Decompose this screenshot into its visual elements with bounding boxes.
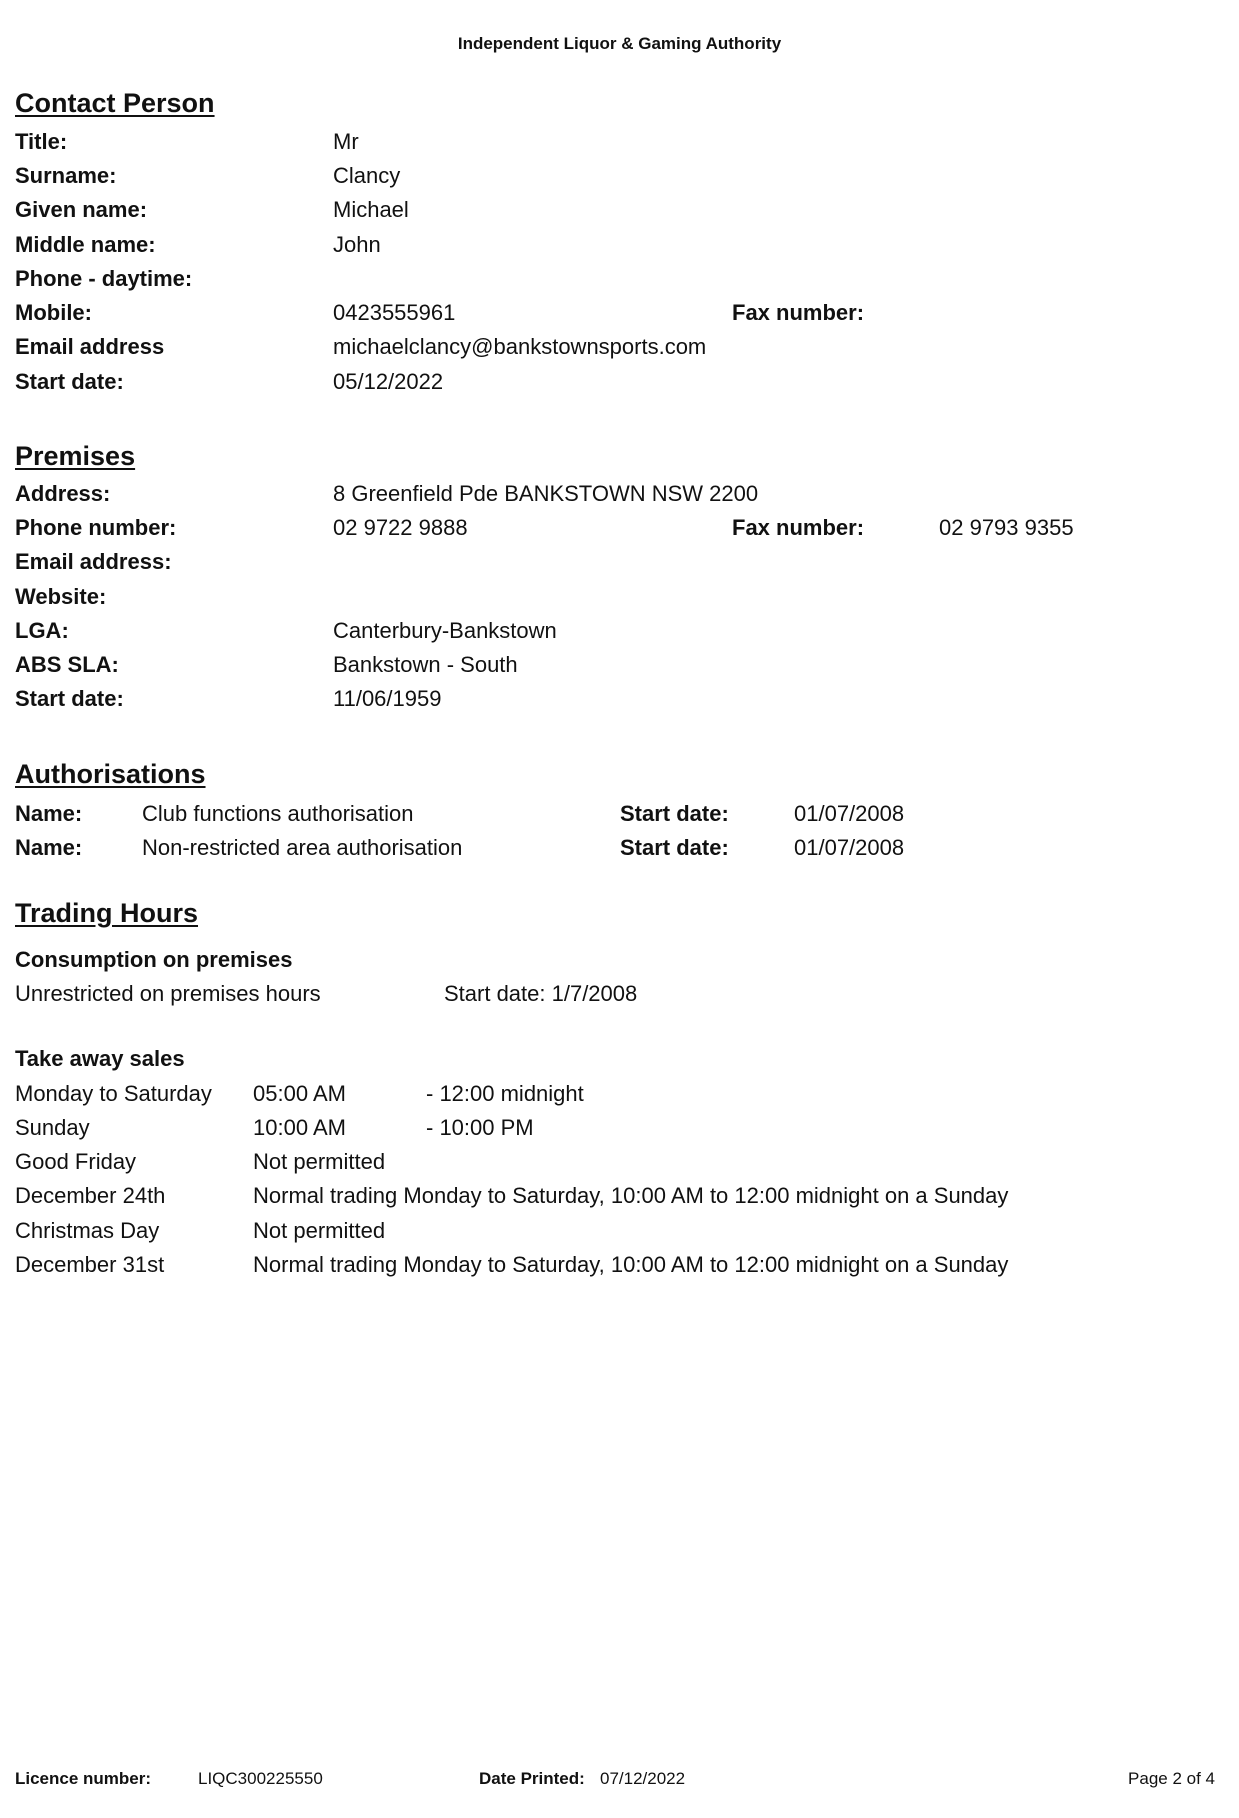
consumption-start-date: Start date: 1/7/2008: [444, 981, 638, 1006]
document-header: Independent Liquor & Gaming Authority: [457, 34, 782, 53]
premises-heading: Premises: [15, 441, 136, 471]
takeaway-day: December 24th: [15, 1183, 166, 1208]
takeaway-day: Monday to Saturday: [15, 1081, 212, 1106]
given-name-label: Given name:: [15, 197, 148, 222]
phone-number-value: 02 9722 9888: [333, 515, 468, 540]
date-printed-value: 07/12/2022: [600, 1769, 686, 1788]
authorisations-heading: Authorisations: [15, 759, 206, 789]
address-value: 8 Greenfield Pde BANKSTOWN NSW 2200: [333, 481, 759, 506]
takeaway-day: December 31st: [15, 1252, 165, 1277]
email-label: Email address: [15, 334, 165, 359]
licence-number-value: LIQC300225550: [198, 1769, 323, 1788]
authorisation-start: 01/07/2008: [794, 801, 905, 826]
mobile-value: 0423555961: [333, 300, 456, 325]
premises-fax-label: Fax number:: [732, 515, 865, 540]
takeaway-hours: Not permitted: [253, 1149, 386, 1174]
lga-value: Canterbury-Bankstown: [333, 618, 557, 643]
abs-sla-value: Bankstown - South: [333, 652, 518, 677]
trading-hours-heading: Trading Hours: [15, 898, 199, 928]
date-printed-label: Date Printed:: [479, 1769, 585, 1788]
authorisation-name: Club functions authorisation: [142, 801, 414, 826]
takeaway-from: 05:00 AM: [253, 1081, 346, 1106]
contact-start-date-label: Start date:: [15, 369, 124, 394]
authorisation-name-label: Name:: [15, 801, 83, 826]
email-value: michaelclancy@bankstownsports.com: [333, 334, 707, 359]
premises-email-label: Email address:: [15, 549, 172, 574]
lga-label: LGA:: [15, 618, 69, 643]
takeaway-day: Good Friday: [15, 1149, 137, 1174]
title-value: Mr: [333, 129, 359, 154]
address-label: Address:: [15, 481, 111, 506]
surname-value: Clancy: [333, 163, 401, 188]
takeaway-heading: Take away sales: [15, 1046, 185, 1071]
takeaway-from: 10:00 AM: [253, 1115, 346, 1140]
takeaway-hours: Normal trading Monday to Saturday, 10:00 AM to 12:00 midnight on a Sunday: [253, 1183, 1009, 1208]
middle-name-label: Middle name:: [15, 232, 156, 257]
takeaway-hours: Normal trading Monday to Saturday, 10:00 AM to 12:00 midnight on a Sunday: [253, 1252, 1009, 1277]
takeaway-day: Sunday: [15, 1115, 90, 1140]
takeaway-to: - 10:00 PM: [426, 1115, 534, 1140]
phone-number-label: Phone number:: [15, 515, 177, 540]
page-number: Page 2 of 4: [1128, 1769, 1215, 1788]
abs-sla-label: ABS SLA:: [15, 652, 119, 677]
consumption-heading: Consumption on premises: [15, 947, 293, 972]
authorisation-start-label: Start date:: [620, 835, 729, 860]
premises-start-date-value: 11/06/1959: [333, 686, 442, 711]
mobile-label: Mobile:: [15, 300, 92, 325]
authorisation-name-label: Name:: [15, 835, 83, 860]
licence-number-label: Licence number:: [15, 1769, 152, 1788]
middle-name-value: John: [333, 232, 381, 257]
website-label: Website:: [15, 584, 107, 609]
authorisation-start: 01/07/2008: [794, 835, 905, 860]
contact-person-heading: Contact Person: [15, 88, 215, 118]
surname-label: Surname:: [15, 163, 117, 188]
contact-start-date-value: 05/12/2022: [333, 369, 444, 394]
consumption-text: Unrestricted on premises hours: [15, 981, 321, 1006]
contact-fax-label: Fax number:: [732, 300, 865, 325]
authorisation-name: Non-restricted area authorisation: [142, 835, 463, 860]
given-name-value: Michael: [333, 197, 409, 222]
title-label: Title:: [15, 129, 68, 154]
premises-fax-value: 02 9793 9355: [939, 515, 1074, 540]
authorisation-start-label: Start date:: [620, 801, 729, 826]
takeaway-day: Christmas Day: [15, 1218, 160, 1243]
premises-start-date-label: Start date:: [15, 686, 124, 711]
takeaway-to: - 12:00 midnight: [426, 1081, 584, 1106]
takeaway-hours: Not permitted: [253, 1218, 386, 1243]
phone-daytime-label: Phone - daytime:: [15, 266, 193, 291]
